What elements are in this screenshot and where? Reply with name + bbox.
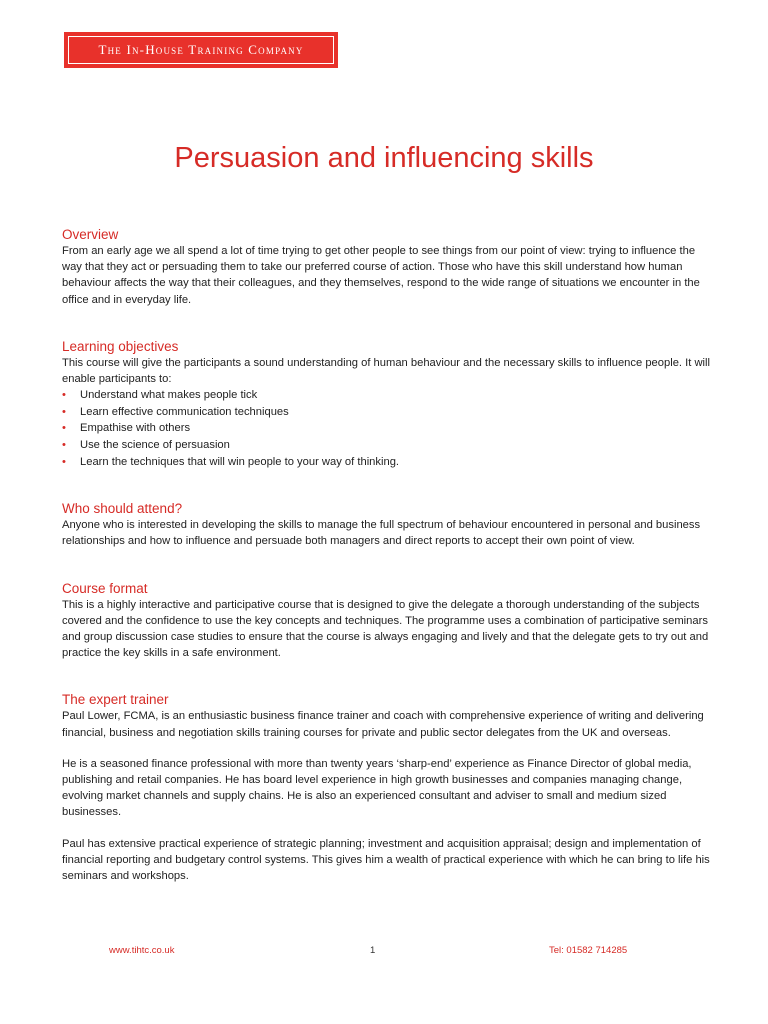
list-item xyxy=(62,454,717,471)
attend-heading: Who should attend? xyxy=(62,501,183,517)
company-logo xyxy=(64,32,338,68)
document-body xyxy=(62,226,717,884)
bullet-icon: • xyxy=(62,405,66,418)
trainer-paragraph: Paul Lower, FCMA, is an enthusiastic business finance trainer and coach with comprehensive experience of writing and delivering financial, business and negotiation skills training courses for private and public sector delegates from the UK and overseas. xyxy=(62,710,704,739)
objectives-list xyxy=(62,387,717,470)
overview-heading: Overview xyxy=(62,227,119,242)
page-number: 1 xyxy=(370,945,376,956)
page-footer xyxy=(0,945,768,959)
objectives-intro: This course will give the participants a sound understanding of human behaviour and the necessary skills to influence people. It will enable participants to: xyxy=(62,356,711,386)
bullet-icon: • xyxy=(62,455,66,468)
logo-border xyxy=(68,36,334,64)
list-item-text: Empathise with others xyxy=(80,422,191,435)
bullet-icon: • xyxy=(62,422,66,435)
list-item xyxy=(62,437,717,454)
trainer-paragraph: Paul has extensive practical experience of strategic planning; investment and acquisition appraisal; design and implementation of financial reporting and budgetary control systems. This gives him a wealth of practical experience with which he can bring to life his seminars and workshops. xyxy=(62,837,710,883)
website-link[interactable]: www.tihtc.co.uk xyxy=(109,945,175,956)
bullet-icon: • xyxy=(62,439,66,451)
trainer-section xyxy=(62,691,717,884)
list-item xyxy=(62,387,717,404)
objectives-heading: Learning objectives xyxy=(62,338,179,354)
list-item-text: Learn the techniques that will win people to your way of thinking. xyxy=(80,455,400,468)
list-item xyxy=(62,404,717,421)
list-item-text: Understand what makes people tick xyxy=(80,389,258,402)
bullet-icon: • xyxy=(62,389,66,402)
page-title: Persuasion and influencing skills xyxy=(174,142,594,174)
format-section xyxy=(62,580,717,662)
list-item-text: Learn effective communication techniques xyxy=(80,405,289,418)
overview-section xyxy=(62,226,717,308)
attend-section xyxy=(62,500,717,549)
trainer-paragraph: He is a seasoned finance professional with more than twenty years ‘sharp-end’ experience as Finance Director of global media, publishing and retail companies. He has board level experience in high growth businesses and companies managing change, evolving market channels and supply chains. He is also an experienced consultant and adviser to small and medium sized businesses. xyxy=(62,757,692,819)
phone-number: Tel: 01582 714285 xyxy=(549,945,628,956)
overview-text: From an early age we all spend a lot of time trying to get other people to see things from our point of view: trying to influence the way that they act or persuading them to take our preferred course of action. Those who have this skill understand how human behaviour affects the way that their colleagues, and they themselves, respond to the wide range of situations we encounter in the office and in everyday life. xyxy=(62,245,700,306)
trainer-heading: The expert trainer xyxy=(62,692,169,708)
logo-text: The In-House Training Company xyxy=(98,42,304,57)
format-text: This is a highly interactive and participative course that is designed to give the delegate a thorough understanding of the subjects covered and the confidence to use the key concepts and techniques. The programme uses a combination of participative seminars and group discussion case studies to ensure that the course is always engaging and lively and that the delegate gets to try out and practice the key skills in a safe environment. xyxy=(62,598,709,660)
format-heading: Course format xyxy=(62,580,148,596)
attend-text: Anyone who is interested in developing the skills to manage the full spectrum of behaviour encountered in personal and business relationships and how to influence and persuade both managers and direct reports to accept their own point of view. xyxy=(62,519,701,548)
objectives-section xyxy=(62,338,717,470)
list-item xyxy=(62,420,717,437)
list-item-text: Use the science of persuasion xyxy=(80,439,230,451)
